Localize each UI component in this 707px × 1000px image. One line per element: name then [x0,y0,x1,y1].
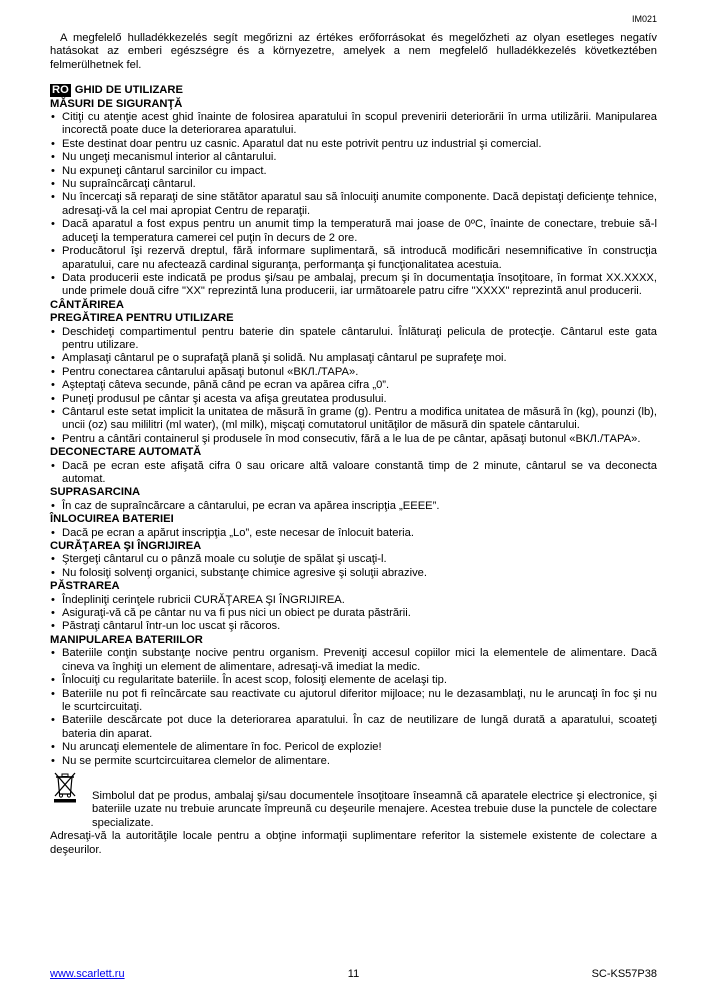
language-badge: RO [52,84,69,97]
overload-heading: SUPRASARCINA [50,486,141,499]
list-item: • Bateriile conţin substanţe nocive pentru organism. Preveniţi accesul copiilor mici la elementele de alimentare. Dacă cineva va înghiţi un element de alimentare, adresaţi-vă imediat la medic. [50,647,657,674]
list-item: • Dacă pe ecran a apărut inscripţia „Lo”, este necesar de înlocuit bateria. [50,527,657,540]
disposal-block [50,770,657,830]
list-item: • Deschideţi compartimentul pentru baterie din spatele cântarului. Înlăturaţi pelicula de protecţie. Cântarul este gata pentru utilizare. [50,326,657,353]
battery-handling-heading: MANIPULAREA BATERIILOR [50,633,203,646]
document-code: IM021 [631,14,657,24]
battery-handling-list [50,647,657,768]
safety-list [50,111,657,299]
section-title [50,84,657,97]
authorities-paragraph: Adresaţi-vă la autorităţile locale pentru a obţine informaţii suplimentare referitor la sistemele existente de colectare a deşeurilor. [50,830,657,856]
list-item: • Bateriile nu pot fi reîncărcate sau reactivate cu ajutorul diferitor mijloace; nu le dezasamblaţi, nu le aruncaţi în foc şi nu le scurtcircuitaţi. [50,688,657,715]
list-item: • Citiţi cu atenţie acest ghid înainte de folosirea aparatului în scopul prevenirii deteriorării în urma utilizării. Manipularea incorectă poate duce la deteriorarea aparatului. [50,111,657,138]
page-content [50,32,657,857]
page-footer [50,968,657,982]
weighing-heading: CÂNTĂRIREA [50,298,124,311]
list-item: • Puneţi produsul pe cântar şi acesta va afişa greutatea produsului. [50,393,657,406]
storage-heading: PĂSTRAREA [50,580,120,593]
website-link[interactable]: www.scarlett.ru [50,968,125,980]
model-number: SC-KS57P38 [591,968,657,980]
cleaning-heading: CURĂŢAREA ŞI ÎNGRIJIREA [50,540,202,553]
list-item: • Dacă aparatul a fost expus pentru un anumit timp la temperatură mai joase de 0ºC, înainte de conectare, trebuie să-l aduceţi la temperatura camerei cel puţin în decurs de 2 ore. [50,218,657,245]
list-item: • În caz de supraîncărcare a cântarului, pe ecran va apărea inscripţia „EEEE”. [50,500,657,513]
list-item: • Nu expuneţi cântarul sarcinilor cu impact. [50,165,657,178]
list-item: • Producătorul îşi rezervă dreptul, fără informare suplimentară, să introducă modificări nesemnificative în construcţia aparatului, care nu afectează cardinal siguranţa, performanţa şi funcţionalitatea acestuia. [50,245,657,272]
list-item: • Înlocuiţi cu regularitate bateriile. În acest scop, folosiţi elemente de acelaşi tip. [50,674,657,687]
list-item: • Nu încercaţi să reparaţi de sine stătător aparatul sau să înlocuiţi anumite componente. Dacă depistaţi deficienţe tehnice, adresaţi-vă la cel mai apropiat Centru de reparaţii. [50,191,657,218]
auto-off-list [50,460,657,487]
safety-heading: MĂSURI DE SIGURANŢĂ [50,97,183,110]
cleaning-list [50,553,657,580]
crossed-out-wheelie-bin-icon [52,770,78,804]
list-item: • Cântarul este setat implicit la unitatea de măsură în grame (g). Pentru a modifica unitatea de măsură în (kg), pounzi (lb), uncii (oz) sau mililitri (ml water), (ml milk), mişcaţi comutatorul unităţilor de măsură din spatele cântarului. [50,406,657,433]
list-item: • Îndepliniţi cerinţele rubricii CURĂŢAREA ŞI ÎNGRIJIREA. [50,594,657,607]
list-item: • Este destinat doar pentru uz casnic. Aparatul dat nu este potrivit pentru uz industrial şi comercial. [50,138,657,151]
list-item: • Nu se permite scurtcircuitarea clemelor de alimentare. [50,755,657,768]
list-item: • Aşteptaţi câteva secunde, până când pe ecran va apărea cifra „0”. [50,379,657,392]
battery-replace-heading: ÎNLOCUIREA BATERIEI [50,513,174,526]
list-item: • Pentru a cântări containerul şi produsele în mod consecutiv, fără a le lua de pe cântar, apăsaţi butonul «ВКЛ./ТАРА». [50,433,657,446]
auto-off-heading: DECONECTARE AUTOMATĂ [50,446,202,459]
preparation-list [50,326,657,447]
list-item: • Amplasaţi cântarul pe o suprafaţă plană şi solidă. Nu amplasaţi cântarul pe suprafeţe moi. [50,352,657,365]
hungarian-intro-paragraph: A megfelelő hulladékkezelés segít megőrizni az értékes erőforrásokat és megelőzheti az olyan esetleges negatív hatásokat az emberi egészségre és a környezetre, amelyek a nem megfelelő hulladékkezelés következtében felmerülhetnek fel. [50,32,657,71]
list-item: • Dacă pe ecran este afişată cifra 0 sau oricare altă valoare constantă timp de 2 minute, cântarul se va deconecta automat. [50,460,657,487]
list-item: • Nu supraîncărcaţi cântarul. [50,178,657,191]
storage-list [50,594,657,634]
list-item: • Ştergeţi cântarul cu o pânză moale cu soluţie de spălat şi uscaţi-l. [50,553,657,566]
guide-title: GHID DE UTILIZARE [74,84,183,97]
list-item: • Pentru conectarea cântarului apăsaţi butonul «ВКЛ./ТАРА». [50,366,657,379]
overload-list [50,500,657,513]
list-item: • Nu folosiţi solvenţi organici, substanţe chimice agresive şi soluţii abrazive. [50,567,657,580]
list-item: • Data producerii este indicată pe produs şi/sau pe ambalaj, precum şi în documentaţia însoţitoare, în format XX.XXXX, unde primele două cifre "XX" reprezintă luna producerii, iar următoarele patru cifre "XXXX" reprezintă anul producerii. [50,272,657,299]
disposal-paragraph: Simbolul dat pe produs, ambalaj şi/sau documentele însoţitoare înseamnă că aparatele electrice şi electronice, şi bateriile uzate nu trebuie aruncate împreună cu deşeurile menajere. Acestea trebuie duse la punctele de colectare specializate. [92,789,657,829]
list-item: • Bateriile descărcate pot duce la deteriorarea aparatului. În caz de neutilizare de lungă durată a aparatului, scoateţi bateria din aparat. [50,714,657,741]
list-item: • Păstraţi cântarul într-un loc uscat şi răcoros. [50,620,657,633]
list-item: • Asiguraţi-vă că pe cântar nu va fi pus nici un obiect pe durata păstrării. [50,607,657,620]
list-item: • Nu aruncaţi elementele de alimentare în foc. Pericol de explozie! [50,741,657,754]
list-item: • Nu ungeţi mecanismul interior al cântarului. [50,151,657,164]
preparation-heading: PREGĂTIREA PENTRU UTILIZARE [50,312,234,325]
page-number: 11 [347,968,360,980]
battery-replace-list [50,527,657,540]
